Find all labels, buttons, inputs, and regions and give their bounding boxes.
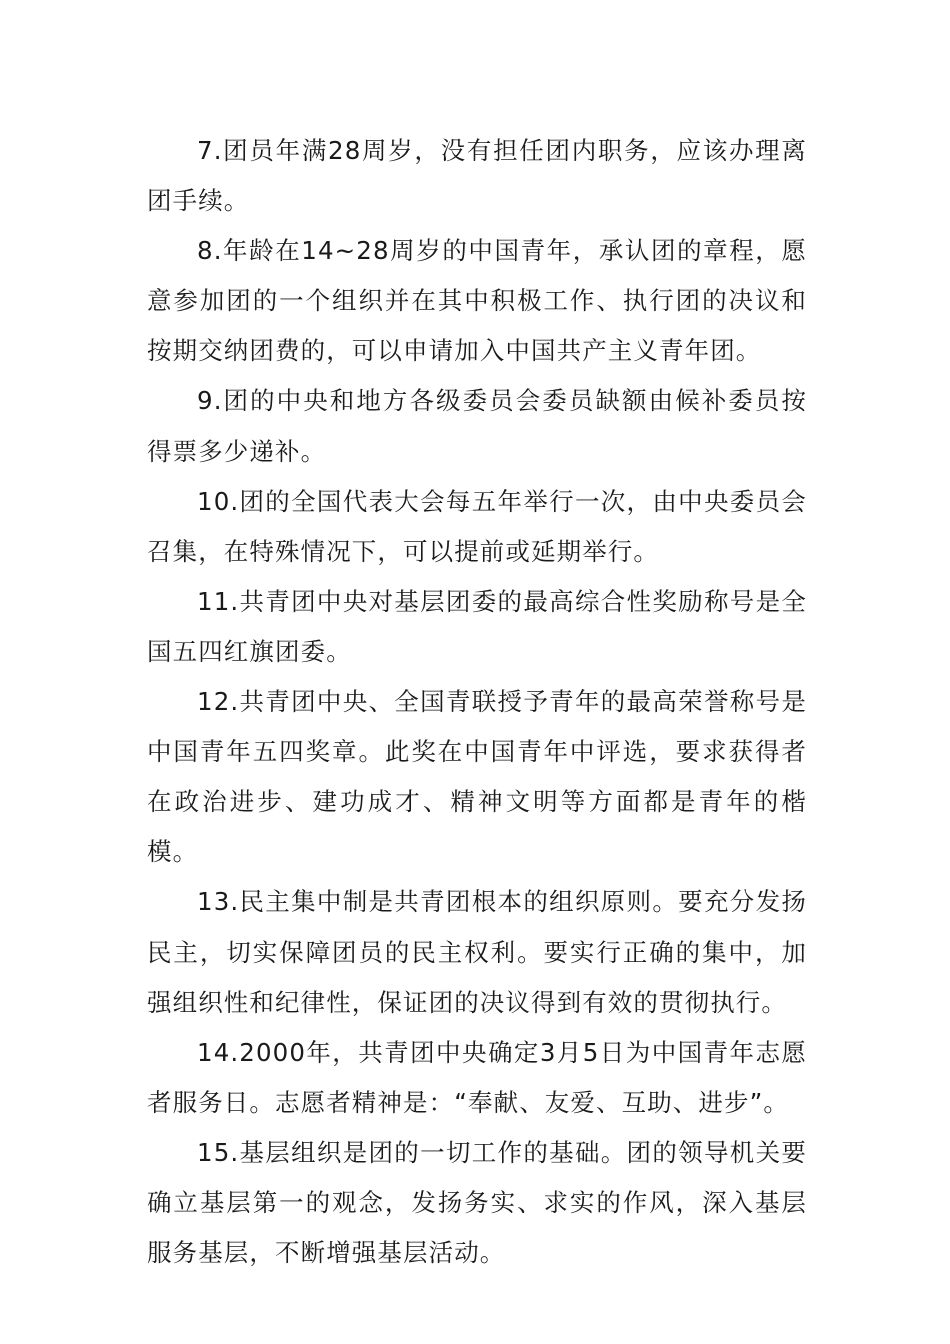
paragraph-9: 9.团的中央和地方各级委员会委员缺额由候补委员按得票多少递补。 [147, 386, 807, 466]
paragraph-8: 8.年龄在14~28周岁的中国青年，承认团的章程，愿意参加团的一个组织并在其中积极工作、执行团的决议和按期交纳团费的，可以申请加入中国共产主义青年团。 [147, 236, 807, 366]
paragraph-11: 11.共青团中央对基层团委的最高综合性奖励称号是全国五四红旗团委。 [147, 586, 807, 666]
paragraph-12: 12.共青团中央、全国青联授予青年的最高荣誉称号是中国青年五四奖章。此奖在中国青年中评选，要求获得者在政治进步、建功成才、精神文明等方面都是青年的楷模。 [147, 687, 807, 867]
paragraph-14: 14.2000年，共青团中央确定3月5日为中国青年志愿者服务日。志愿者精神是：“奉献、友爱、互助、进步”。 [147, 1037, 807, 1117]
document-body [147, 126, 807, 1278]
paragraph-7: 7.团员年满28周岁，没有担任团内职务，应该办理离团手续。 [147, 136, 807, 216]
paragraph-10: 10.团的全国代表大会每五年举行一次，由中央委员会召集，在特殊情况下，可以提前或延期举行。 [147, 486, 807, 566]
paragraph-15: 15.基层组织是团的一切工作的基础。团的领导机关要确立基层第一的观念，发扬务实、求实的作风，深入基层服务基层，不断增强基层活动。 [147, 1137, 807, 1268]
paragraph-13: 13.民主集中制是共青团根本的组织原则。要充分发扬民主，切实保障团员的民主权利。要实行正确的集中，加强组织性和纪律性，保证团的决议得到有效的贯彻执行。 [147, 887, 807, 1017]
